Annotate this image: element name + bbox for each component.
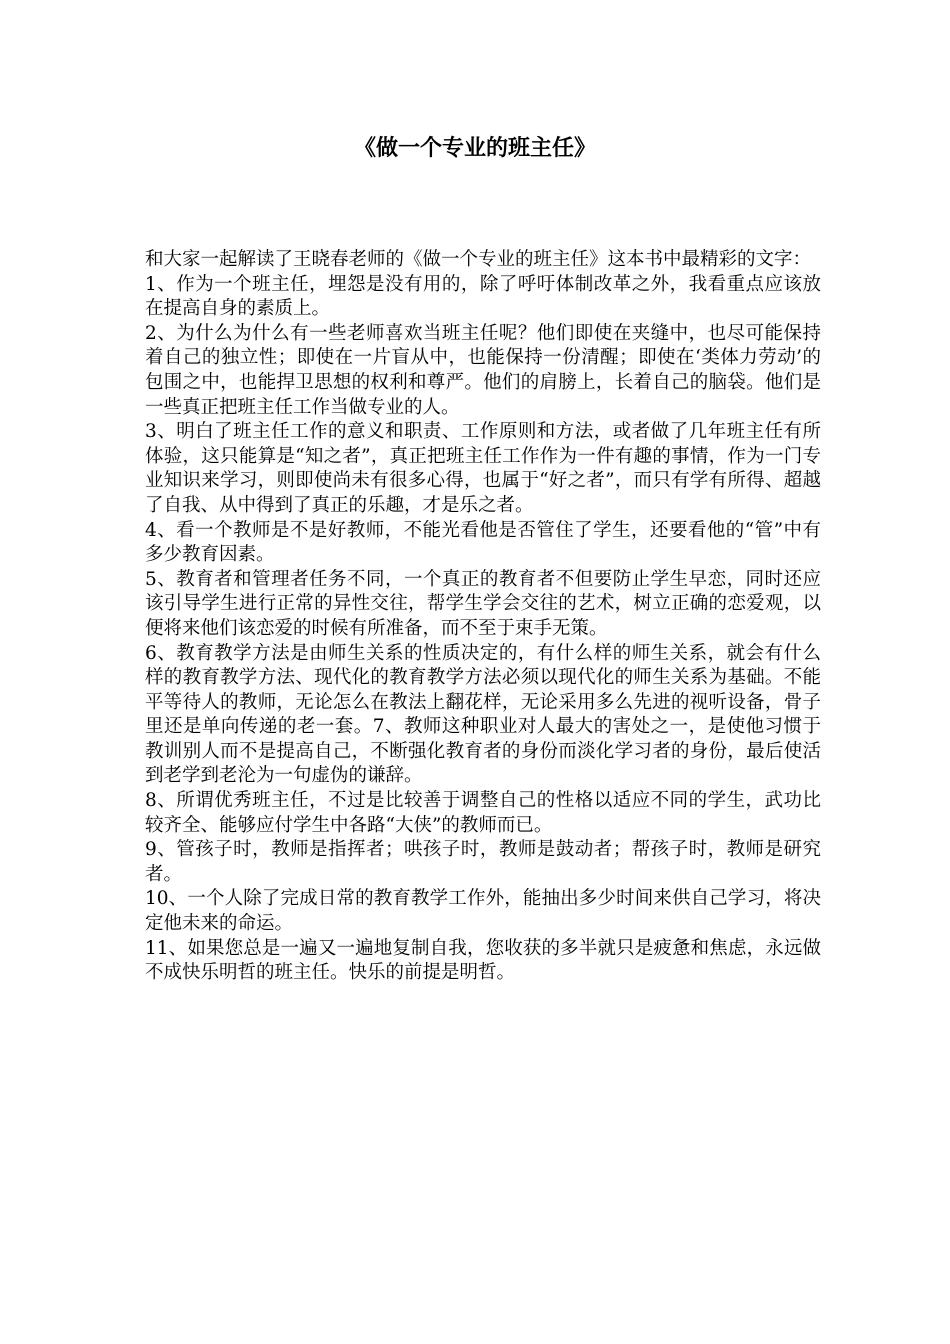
paragraph-9: 9、管孩子时，教师是指挥者；哄孩子时，教师是鼓动者；帮孩子时，教师是研究者。 [145, 839, 821, 885]
paragraph-5: 5、教育者和管理者任务不同，一个真正的教育者不但要防止学生早恋，同时还应该引导学生进行正常的异性交往，帮学生学会交往的艺术，树立正确的恋爱观，以便将来他们该恋爱的时候有所准备，而不至于束手无策。 [145, 568, 821, 639]
document-body [145, 248, 821, 986]
paragraph-10: 10、一个人除了完成日常的教育教学工作外，能抽出多少时间来供自己学习，将决定他未来的命运。 [145, 888, 821, 935]
intro-paragraph: 和大家一起解读了王晓春老师的《做一个专业的班主任》这本书中最精彩的文字： [145, 249, 812, 270]
paragraph-8: 8、所谓优秀班主任，不过是比较善于调整自己的性格以适应不同的学生，武功比较齐全、能够应付学生中各路“大侠”的教师而已。 [145, 790, 821, 836]
paragraph-2: 2、为什么为什么有一些老师喜欢当班主任呢？他们即使在夹缝中，也尽可能保持着自己的独立性；即使在一片盲从中，也能保持一份清醒；即使在‘类体力劳动’的包围之中，也能捍卫思想的权利和尊严。他们的肩膀上，长着自己的脑袋。他们是一些真正把班主任工作当做专业的人。 [145, 322, 821, 418]
paragraph-1: 1、作为一个班主任，埋怨是没有用的，除了呼吁体制改革之外，我看重点应该放在提高自身的素质上。 [145, 273, 821, 320]
paragraph-11: 11、如果您总是一遍又一遍地复制自我，您收获的多半就只是疲惫和焦虑，永远做不成快乐明哲的班主任。快乐的前提是明哲。 [145, 937, 821, 984]
paragraph-3: 3、明白了班主任工作的意义和职责、工作原则和方法，或者做了几年班主任有所体验，这只能算是“知之者”，真正把班主任工作作为一件有趣的事情，作为一门专业知识来学习，则即使尚未有很多心得，也属于“好之者”，而只有学有所得、超越了自我、从中得到了真正的乐趣，才是乐之者。 [145, 421, 821, 516]
paragraph-6-7: 6、教育教学方法是由师生关系的性质决定的，有什么样的师生关系，就会有什么样的教育教学方法、现代化的教育教学方法必须以现代化的师生关系为基础。不能平等待人的教师，无论怎么在教法上翻花样，无论采用多么先进的视听设备，骨子里还是单向传递的老一套。7、教师这种职业对人最大的害处之一，是使他习惯于教训别人而不是提高自己，不断强化教育者的身份而淡化学习者的身份，最后使活到老学到老沦为一句虚伪的谦辞。 [145, 642, 821, 787]
paragraph-4: 4、看一个教师是不是好教师，不能光看他是否管住了学生，还要看他的“管”中有多少教育因素。 [145, 519, 821, 566]
document-title: 《做一个专业的班主任》 [353, 135, 596, 161]
